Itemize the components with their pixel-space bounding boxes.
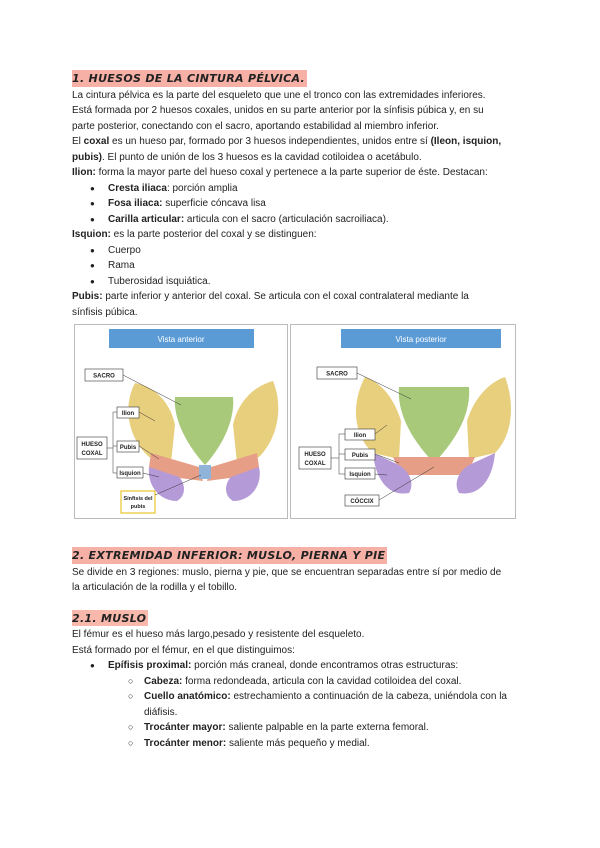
pubis-term: Pubis: [72, 291, 103, 302]
section21-heading-line [72, 610, 530, 628]
list-item: ○ Cuello anatómico: estrechamiento a continuación de la cabeza, uniéndola con la diáfisis. [72, 689, 530, 720]
document-page [72, 70, 530, 751]
label-sinfisis: Sínfisis del [123, 496, 153, 502]
list-item: ● Tuberosidad isquiática. [72, 274, 530, 290]
label-ilion: Ilion [121, 411, 135, 417]
label-pubis: Pubis [351, 453, 369, 459]
list-item: ● Cresta iliaca: porción amplia [72, 181, 530, 197]
label-ilion: Ilion [353, 433, 367, 439]
label-pubis: Pubis [119, 445, 137, 451]
pelvis-posterior-illustration [291, 325, 515, 518]
ilion-left-bone [353, 377, 401, 459]
label-isquion: Isquion [349, 472, 371, 478]
isquion-term: Isquion: [72, 229, 111, 240]
sacro-bone [175, 397, 233, 465]
label-sinfisis-2: pubis [130, 504, 146, 510]
epifisis-sublist [72, 674, 530, 752]
intro-line-3: parte posterior, conectando con el sacro, aportando estabilidad al miembro inferior. [72, 120, 439, 132]
label-sacro: SACRO [326, 371, 348, 378]
list-item: ● Carilla articular: articula con el sacro (articulación sacroiliaca). [72, 212, 530, 228]
femur-list [72, 658, 530, 674]
section21-heading: 2.1. MUSLO [72, 611, 147, 625]
section2-line-2: la articulación de la rodilla y el tobillo. [72, 582, 238, 593]
posterior-title: Vista posterior [395, 335, 447, 344]
section2-heading-line [72, 547, 530, 565]
pelvis-figures [72, 324, 530, 519]
intro-line-2: Está formada por 2 huesos coxales, unidos en su parte anterior por la sínfisis púbica y, en su [72, 105, 484, 116]
label-sacro: SACRO [93, 373, 115, 380]
list-item: ● Epífisis proximal: porción más craneal, donde encontramos otras estructuras: [72, 658, 530, 674]
ilion-list [72, 181, 530, 228]
label-hueso: HUESO [81, 442, 103, 448]
list-item: ○ Trocánter mayor: saliente palpable en la parte externa femoral. [72, 720, 530, 736]
ilion-paragraph: Ilion: forma la mayor parte del hueso coxal y pertenece a la parte superior de éste. Destacan: [72, 167, 488, 178]
coxal-paragraph-cont: pubis). El punto de unión de los 3 huesos es la cavidad cotiloidea o acetábulo. [72, 151, 422, 163]
ilion-term: Ilion: [72, 167, 96, 178]
label-coxal: COXAL [304, 461, 326, 467]
intro-line-1: La cintura pélvica es la parte del esqueleto que une el tronco con las extremidades inferiores. [72, 89, 486, 101]
pubis-paragraph-cont: sínfisis púbica. [72, 306, 138, 318]
list-item: ● Cuerpo [72, 243, 530, 259]
anterior-title: Vista anterior [157, 335, 205, 344]
list-item: ● Rama [72, 258, 530, 274]
label-coccix: CÓCCIX [350, 499, 374, 505]
pubis-paragraph: Pubis: parte inferior y anterior del coxal. Se articula con el coxal contralateral mediante la [72, 291, 469, 302]
list-item: ○ Trocánter menor: saliente más pequeño y medial. [72, 736, 530, 752]
list-item: ● Fosa iliaca: superficie cóncava lisa [72, 196, 530, 212]
isquion-list [72, 243, 530, 290]
pelvis-posterior-figure [290, 324, 516, 519]
ilion-right-bone [233, 381, 278, 463]
isquion-paragraph: Isquion: es la parte posterior del coxal y se distinguen: [72, 229, 317, 240]
section2-line-1: Se divide en 3 regiones: muslo, pierna y pie, que se encuentran separadas entre sí por medio de [72, 566, 502, 578]
label-hueso: HUESO [304, 452, 326, 458]
sinfisis-cartilage [199, 465, 211, 479]
list-item: ○ Cabeza: forma redondeada, articula con la cavidad cotiloidea del coxal. [72, 674, 530, 690]
pelvis-anterior-figure [74, 324, 288, 519]
muslo-line-2: Está formado por el fémur, en el que distinguimos: [72, 644, 295, 656]
section1-heading: 1. HUESOS DE LA CINTURA PÉLVICA. [72, 72, 306, 85]
coxal-term: coxal [83, 136, 110, 147]
ilion-right-bone [467, 377, 511, 459]
label-isquion: Isquion [119, 471, 141, 477]
pelvis-anterior-illustration [75, 325, 287, 518]
section2-heading: 2. EXTREMIDAD INFERIOR: MUSLO, PIERNA Y PIE [72, 549, 386, 562]
muslo-line-1: El fémur es el hueso más largo,pesado y resistente del esqueleto. [72, 629, 365, 640]
coxal-paragraph: El coxal es un hueso par, formado por 3 huesos independientes, unidos entre sí (Ileon, isquion, [72, 136, 502, 147]
label-coxal: COXAL [81, 451, 103, 457]
section1-heading-line [72, 70, 530, 88]
